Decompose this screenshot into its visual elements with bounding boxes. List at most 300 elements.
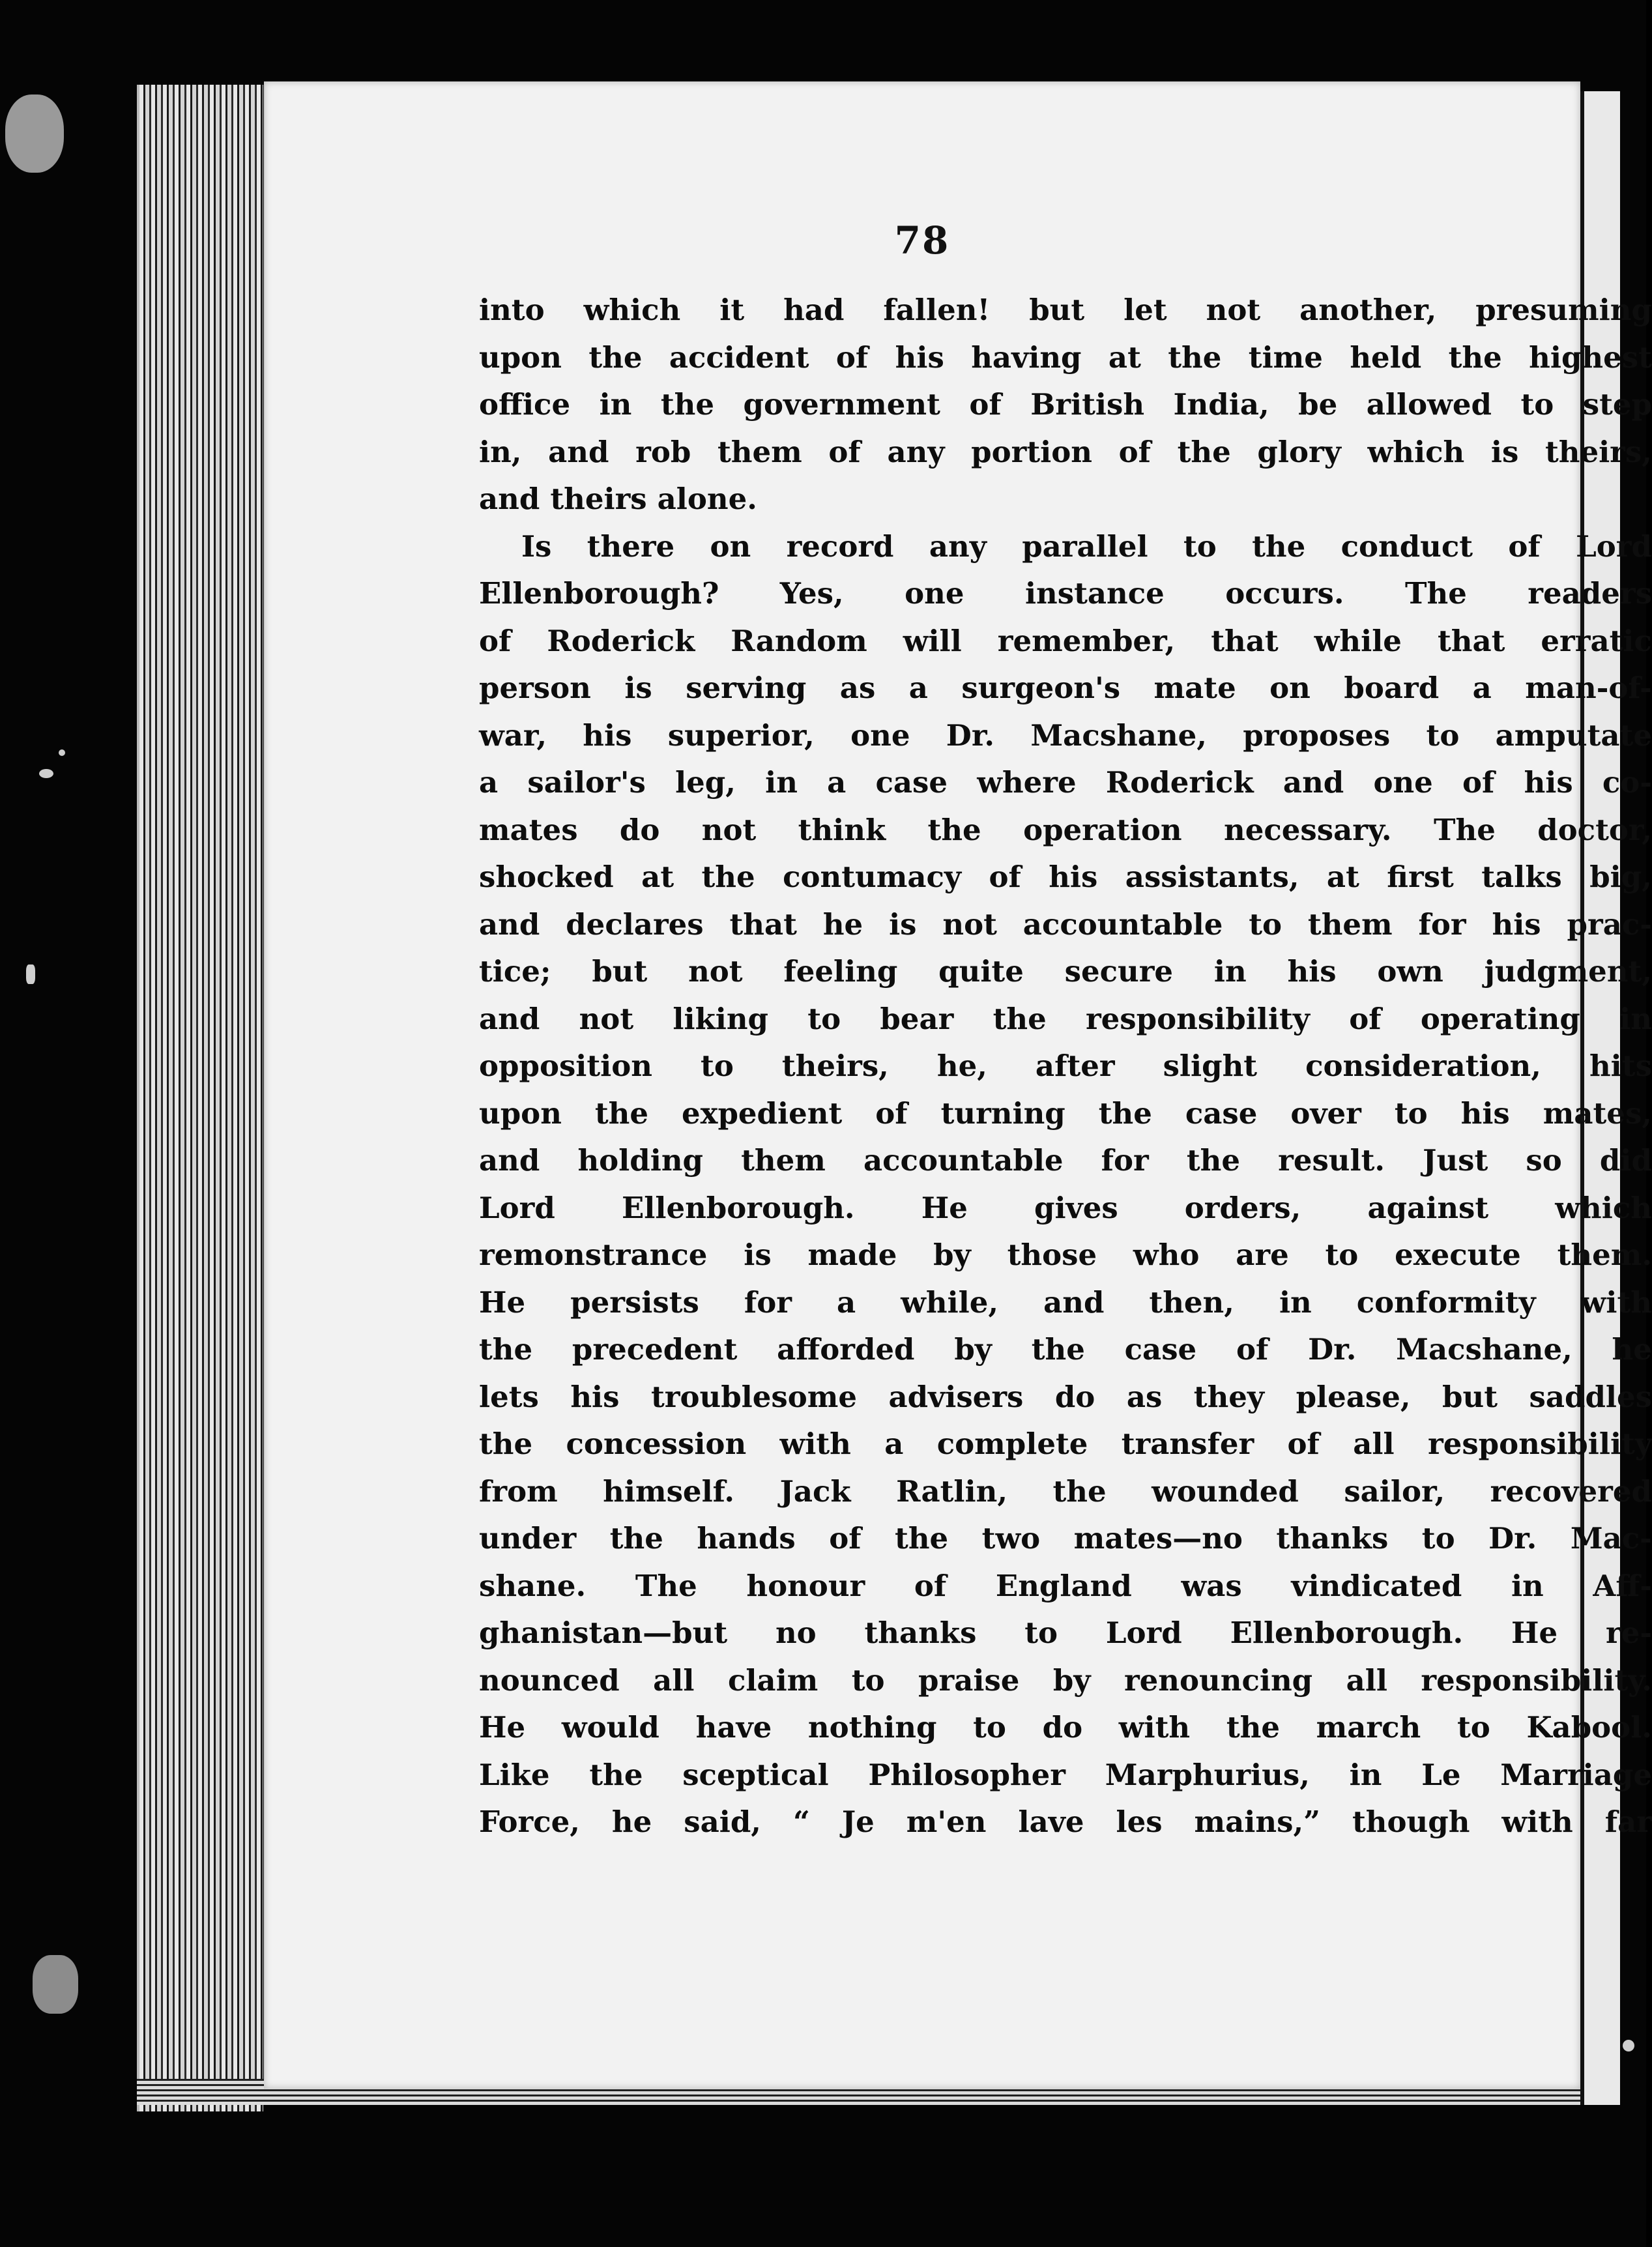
text-word: do [619, 812, 660, 847]
text-word: occurs. [1225, 576, 1344, 611]
scan-speck [26, 964, 35, 984]
text-word: a [908, 671, 928, 705]
text-word: the [927, 812, 981, 847]
text-word: Like [479, 1757, 550, 1792]
text-word: mates [479, 812, 578, 847]
text-word: renouncing [1123, 1662, 1313, 1698]
text-word: any [887, 434, 945, 469]
text-word: of [1462, 765, 1495, 800]
text-word: Macshane, [1396, 1332, 1572, 1367]
text-word: sceptical [682, 1757, 829, 1792]
text-word: Marriage [1500, 1757, 1652, 1792]
text-word: two [981, 1521, 1041, 1556]
text-word: prac- [1567, 906, 1652, 942]
text-word: with [1501, 1805, 1573, 1839]
text-word: his [583, 718, 632, 753]
text-word: shocked [479, 860, 614, 894]
text-word: fallen! [883, 293, 991, 327]
text-word: of [875, 1095, 908, 1131]
text-word: so [1526, 1143, 1562, 1178]
text-word: to [1325, 1238, 1359, 1272]
text-word: the [701, 860, 755, 894]
text-word: to [807, 1001, 841, 1036]
text-word: a [884, 1427, 904, 1461]
text-line [479, 807, 1652, 854]
text-word: secure [1064, 954, 1174, 989]
text-line [479, 287, 1652, 334]
text-word: responsibility. [1421, 1662, 1652, 1698]
text-word: all [653, 1662, 695, 1698]
text-word: sailor's [527, 765, 646, 800]
text-word: at [1108, 340, 1141, 375]
text-word: on [710, 529, 751, 564]
text-word: gives [1034, 1190, 1118, 1225]
text-word: doctor, [1537, 812, 1652, 847]
text-word: as [1126, 1379, 1163, 1414]
text-word: and [1282, 765, 1344, 800]
text-word: his [570, 1379, 620, 1414]
text-word: his [1524, 765, 1573, 800]
text-word: conduct [1340, 529, 1473, 564]
text-word: on [1269, 671, 1311, 705]
text-word: the [1448, 340, 1502, 375]
text-word: responsibility [1427, 1427, 1652, 1461]
text-word: Just [1423, 1143, 1488, 1178]
text-word: result. [1278, 1143, 1385, 1178]
text-word: proposes [1243, 718, 1391, 753]
text-line [479, 334, 1652, 382]
text-line [479, 429, 1652, 476]
text-word: the [589, 1757, 643, 1792]
text-word: responsibility [1085, 1001, 1310, 1036]
text-word: the [588, 340, 643, 375]
text-word: nothing [807, 1710, 937, 1745]
text-word: les [1116, 1805, 1163, 1839]
text-word: board [1344, 671, 1440, 705]
text-word: necessary. [1224, 812, 1392, 847]
text-word: The [1433, 812, 1496, 847]
text-word: of [1508, 529, 1541, 564]
text-word: not [1206, 293, 1261, 327]
text-word: himself. [603, 1473, 735, 1509]
text-word: office [479, 387, 571, 422]
text-word: would [561, 1710, 659, 1745]
text-word: the [1098, 1095, 1152, 1131]
text-word: a [1472, 671, 1492, 705]
text-line [479, 1515, 1652, 1563]
text-word: of [1118, 434, 1151, 469]
text-word: mains,” [1194, 1805, 1321, 1839]
text-word: Kabool. [1526, 1710, 1652, 1745]
text-word: Le [1421, 1757, 1461, 1792]
text-word: theirs, [781, 1049, 889, 1083]
text-word: amputate [1495, 718, 1652, 753]
text-word: will [903, 623, 962, 658]
text-word: all [1353, 1427, 1395, 1461]
text-line [479, 381, 1652, 429]
text-word: them [1307, 906, 1393, 942]
text-word: made [807, 1238, 897, 1272]
text-word: shane. [479, 1568, 587, 1603]
text-word: contumacy [783, 860, 962, 894]
book-fore-edge [137, 85, 263, 2111]
text-word: for [744, 1284, 792, 1320]
text-word: to [851, 1662, 885, 1698]
text-word: not [942, 906, 997, 942]
text-word: any [929, 529, 987, 564]
text-word: portion [971, 434, 1092, 469]
text-line [479, 996, 1652, 1043]
text-line [479, 854, 1652, 901]
text-word: those [1007, 1238, 1097, 1272]
text-word: the [1252, 529, 1306, 564]
text-word: thanks [864, 1616, 977, 1650]
text-word: the [895, 1521, 949, 1556]
text-word: as [839, 671, 876, 705]
text-word: praise [918, 1662, 1020, 1698]
text-word: a [479, 765, 499, 800]
scan-speck [59, 749, 65, 756]
text-word: his [895, 340, 944, 375]
text-word: He [479, 1284, 526, 1320]
scan-speck [33, 1955, 78, 2014]
text-word: though [1352, 1805, 1470, 1839]
text-word: by [954, 1332, 992, 1367]
text-word: mate [1153, 671, 1236, 705]
text-line [479, 1657, 1652, 1705]
text-word: the [1052, 1473, 1107, 1509]
text-word: re- [1605, 1616, 1652, 1650]
text-word: he [611, 1805, 652, 1839]
scan-speck [39, 769, 53, 778]
text-word: with [1118, 1710, 1191, 1745]
text-word: feeling [783, 954, 898, 989]
text-word: to [973, 1710, 1006, 1745]
text-word: big, [1589, 860, 1652, 894]
text-word: conformity [1356, 1284, 1536, 1320]
text-word: then, [1149, 1284, 1234, 1320]
text-word: “ [792, 1805, 810, 1839]
text-word: time [1248, 340, 1323, 375]
text-word: by [1052, 1662, 1091, 1698]
text-word: did [1599, 1143, 1652, 1178]
text-word: Macshane, [1030, 718, 1207, 753]
text-word: Lord [1105, 1616, 1182, 1650]
text-word: consideration, [1305, 1049, 1541, 1083]
text-word: quite [938, 954, 1024, 989]
text-word: they [1193, 1379, 1265, 1414]
text-word: and [479, 906, 540, 942]
text-word: while [1314, 623, 1402, 658]
text-word: after [1035, 1049, 1115, 1083]
text-word: to [1421, 1521, 1455, 1556]
text-word: which [1555, 1190, 1652, 1225]
text-word: that [1211, 623, 1279, 658]
text-word: Ellenborough. [621, 1190, 855, 1225]
text-word: them. [1557, 1238, 1652, 1272]
text-line [479, 618, 1652, 665]
text-word: mates, [1543, 1095, 1652, 1131]
text-word: of [835, 340, 869, 375]
text-line [479, 759, 1652, 807]
text-word: under [479, 1521, 577, 1556]
text-word: that [729, 906, 797, 942]
text-word: judgment, [1484, 954, 1652, 989]
text-word: another, [1299, 293, 1437, 327]
text-word: to [1394, 1095, 1428, 1131]
text-word: into [479, 293, 545, 327]
text-word: not [688, 954, 743, 989]
text-word: ghanistan—but [479, 1616, 728, 1650]
text-word: one [905, 576, 964, 611]
text-word: his [1492, 906, 1541, 942]
text-word: who [1133, 1238, 1200, 1272]
text-word: no [775, 1616, 817, 1650]
text-line [479, 1043, 1652, 1090]
text-word: government [743, 387, 940, 422]
text-word: do [1054, 1379, 1095, 1414]
text-line [479, 1232, 1652, 1279]
text-line [479, 1610, 1652, 1657]
text-word: presuming [1475, 293, 1652, 327]
text-word: The [1404, 576, 1467, 611]
text-word: the [993, 1001, 1047, 1036]
text-word: that [1437, 623, 1505, 658]
text-word: Yes, [779, 576, 844, 611]
text-word: alone. [657, 482, 757, 516]
text-word: transfer [1121, 1427, 1254, 1461]
body-text [479, 287, 1652, 1846]
text-word: precedent [572, 1332, 738, 1367]
text-word: one [850, 718, 910, 753]
text-word: his [1460, 1095, 1510, 1131]
text-word: turning [940, 1095, 1065, 1131]
text-line [479, 570, 1652, 618]
text-word: serving [686, 671, 807, 705]
text-word: allowed [1366, 387, 1492, 422]
text-word: Aff- [1593, 1568, 1652, 1603]
text-line [479, 901, 1652, 949]
text-word: Is [521, 529, 552, 564]
text-word: in [1619, 1001, 1652, 1036]
text-word: remember, [997, 623, 1176, 658]
text-line [479, 1752, 1652, 1799]
text-word: own [1377, 954, 1443, 989]
page-number: 78 [894, 218, 950, 263]
text-word: concession [566, 1427, 747, 1461]
text-word: in [1511, 1568, 1544, 1603]
text-word: one [1373, 765, 1433, 800]
text-word: and [479, 1001, 540, 1036]
text-word: them [741, 1143, 826, 1178]
text-word: declares [566, 906, 704, 942]
text-word: in [1349, 1757, 1382, 1792]
text-word: there [587, 529, 675, 564]
text-word: Marphurius, [1105, 1757, 1310, 1792]
text-word: assistants, [1125, 860, 1299, 894]
text-word: of [479, 623, 512, 658]
text-word: accountable [863, 1143, 1064, 1178]
text-word: Roderick [547, 623, 695, 658]
text-word: and [548, 434, 609, 469]
text-word: please, [1296, 1379, 1411, 1414]
text-word: upon [479, 340, 562, 375]
text-word: Philosopher [868, 1757, 1065, 1792]
text-word: readers [1528, 576, 1652, 611]
text-word: held [1350, 340, 1422, 375]
text-word: but [592, 954, 648, 989]
text-word: theirs [550, 482, 647, 516]
text-word: instance [1024, 576, 1165, 611]
text-word: over [1290, 1095, 1361, 1131]
text-word: record [786, 529, 894, 564]
text-word: the [609, 1521, 663, 1556]
text-word: in [599, 387, 632, 422]
text-word: operation [1023, 812, 1182, 847]
text-word: first [1387, 860, 1454, 894]
text-word: in, [479, 434, 522, 469]
text-word: saddles [1529, 1379, 1652, 1414]
text-word: is [1490, 434, 1519, 469]
text-word: of [1287, 1427, 1320, 1461]
text-word: superior, [667, 718, 815, 753]
text-word: of [914, 1568, 947, 1603]
text-line [479, 712, 1652, 760]
text-word: He [921, 1190, 968, 1225]
text-word: bear [880, 1001, 954, 1036]
text-line [479, 948, 1652, 996]
text-word: hits [1589, 1049, 1652, 1083]
text-word: it [719, 293, 745, 327]
text-word: far [1604, 1805, 1652, 1839]
text-word: vindicated [1291, 1568, 1462, 1603]
text-word: Lord [479, 1190, 555, 1225]
text-line [479, 476, 1652, 523]
text-word: operating [1420, 1001, 1580, 1036]
text-word: afforded [777, 1332, 915, 1367]
text-word: is [889, 906, 917, 942]
text-word: of [1236, 1332, 1269, 1367]
text-word: for [1418, 906, 1466, 942]
text-word: of [969, 387, 1002, 422]
text-word: have [695, 1710, 772, 1745]
text-word: had [783, 293, 845, 327]
text-word: remonstrance [479, 1238, 708, 1272]
text-word: his [1049, 860, 1098, 894]
scan-speck [5, 94, 64, 173]
text-word: but [1442, 1379, 1498, 1414]
text-word: case [875, 765, 948, 800]
text-word: England [995, 1568, 1132, 1603]
text-word: the [1186, 1143, 1240, 1178]
text-word: he [822, 906, 863, 942]
text-line [479, 1799, 1652, 1846]
text-word: He [479, 1710, 526, 1745]
text-line [479, 1137, 1652, 1185]
text-word: all [1346, 1662, 1387, 1698]
text-word: British [1030, 387, 1145, 422]
text-word: accident [669, 340, 809, 375]
text-word: Lord [1576, 529, 1652, 564]
text-line [479, 1185, 1652, 1232]
text-word: to [1456, 1710, 1490, 1745]
text-word: and [479, 1143, 540, 1178]
text-word: not [579, 1001, 634, 1036]
text-word: but [1029, 293, 1085, 327]
text-line [479, 665, 1652, 712]
text-word: do [1042, 1710, 1083, 1745]
text-word: holding [577, 1143, 704, 1178]
text-word: of [1349, 1001, 1382, 1036]
text-word: not [701, 812, 757, 847]
text-word: and [1043, 1284, 1105, 1320]
text-word: highest [1529, 340, 1652, 375]
text-word: from [479, 1473, 558, 1509]
text-word: troublesome [650, 1379, 857, 1414]
text-word: India, [1173, 387, 1269, 422]
text-word: Force, [479, 1805, 580, 1839]
text-word: said, [684, 1805, 761, 1839]
text-word: mates—no [1073, 1521, 1243, 1556]
text-line [479, 1326, 1652, 1374]
text-word: was [1181, 1568, 1242, 1603]
text-word: expedient [682, 1095, 843, 1131]
text-word: for [1101, 1143, 1149, 1178]
text-word: at [641, 860, 674, 894]
text-word: a [827, 765, 847, 800]
text-word: surgeon's [961, 671, 1121, 705]
text-word: rob [635, 434, 691, 469]
text-word: erratic [1541, 623, 1652, 658]
text-word: parallel [1022, 529, 1148, 564]
text-word: lets [479, 1379, 539, 1414]
text-word: glory [1257, 434, 1341, 469]
text-word: recovered [1490, 1473, 1652, 1509]
text-word: to [1183, 529, 1217, 564]
text-word: case [1185, 1095, 1258, 1131]
text-word: where [977, 765, 1077, 800]
text-word: leg, [675, 765, 736, 800]
text-word: orders, [1184, 1190, 1301, 1225]
text-word: the [660, 387, 714, 422]
text-word: them [717, 434, 802, 469]
text-word: against [1367, 1190, 1489, 1225]
text-word: in [1213, 954, 1247, 989]
text-line [479, 1374, 1652, 1421]
text-word: case [1124, 1332, 1197, 1367]
text-word: Dr. [1308, 1332, 1357, 1367]
text-word: the [1177, 434, 1231, 469]
text-word: hands [697, 1521, 796, 1556]
text-word: with [779, 1427, 851, 1461]
text-word: liking [673, 1001, 769, 1036]
text-word: by [933, 1238, 971, 1272]
text-word: of [989, 860, 1021, 894]
text-word: a [836, 1284, 856, 1320]
text-word: he, [936, 1049, 987, 1083]
text-word: man-of- [1525, 671, 1652, 705]
text-word: think [798, 812, 886, 847]
text-word: upon [479, 1095, 562, 1131]
text-word: co- [1602, 765, 1652, 800]
text-word: lave [1018, 1805, 1084, 1839]
text-word: let [1123, 293, 1167, 327]
text-word: theirs, [1544, 434, 1652, 469]
text-word: is [744, 1238, 772, 1272]
text-word: to [1249, 906, 1282, 942]
text-word: wounded [1152, 1473, 1299, 1509]
text-word: sailor, [1344, 1473, 1445, 1509]
